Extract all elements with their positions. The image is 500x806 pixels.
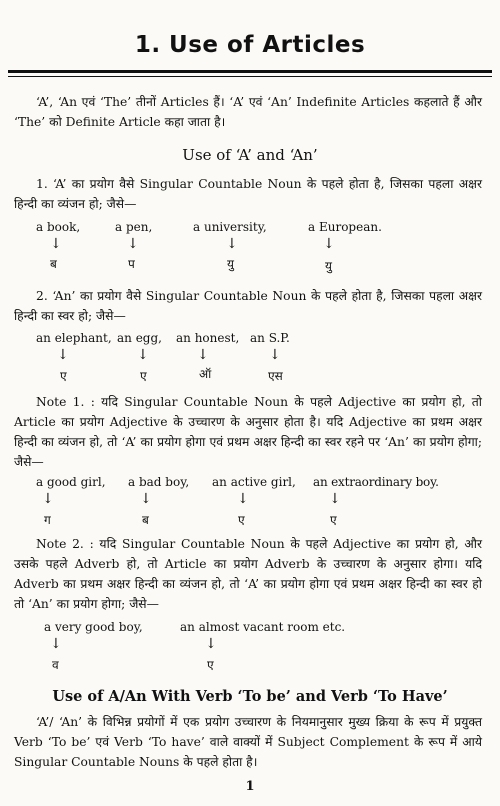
down-arrow-icon: ↓ [50,636,62,652]
example-phrase: a book, [36,220,81,234]
hindi-letter: व [52,658,59,672]
example-phrase: a university, [193,220,267,234]
rule-1-paragraph: 1. ‘A’ का प्रयोग वैसे Singular Countable Noun के पहले होता है, जिसका पहला अक्षर हिन्दी का व्यंजन हो; जैसे— [14,177,482,211]
hindi-letter: एस [268,369,283,383]
title-rule-thick [8,70,492,73]
section-heading-a-an: Use of ‘A’ and ‘An’ [182,146,318,164]
note-2-paragraph: Note 2. : यदि Singular Countable Noun के पहले Adjective का प्रयोग हो, और उसके पहले Adverb हो, तो Article का प्रयोग Adverb के उच्चारण के अनुसार होगा। यदि Adverb का प्रथम अक्षर हिन्दी का व्यंजन हो, तो ‘A’ का प्रयोग होगा एवं प्रथम अक्षर हिन्दी का स्वर हो तो ‘An’ का प्रयोग होगा; जैसे— [14,537,482,611]
down-arrow-icon: ↓ [323,236,335,252]
example-phrase: a bad boy, [128,475,190,489]
example-phrase: a pen, [115,220,153,234]
rule-2-paragraph: 2. ‘An’ का प्रयोग वैसे Singular Countable Noun के पहले होता है, जिसका पहला अक्षर हिन्दी का स्वर हो; जैसे— [14,289,482,323]
example-phrase: a very good boy, [44,620,143,634]
hindi-letter: ए [207,658,214,672]
hindi-letter: ए [238,513,245,527]
example-phrase: a good girl, [36,475,106,489]
hindi-letter: ए [140,369,147,383]
hindi-letter: ए [60,369,67,383]
closing-paragraph: ‘A’/ ‘An’ के विभिन्न प्रयोगों में एक प्रयोग उच्चारण के नियमानुसार मुख्य क्रिया के रूप में प्रयुक्त Verb ‘To be’ एवं Verb ‘To have’ वाले वाक्यों में Subject Complement के रूप में आये Singular Countable Nouns के पहले होता है। [14,715,482,769]
note-1-paragraph: Note 1. : यदि Singular Countable Noun के पहले Adjective का प्रयोग हो, तो Article का प्रयोग Adjective के उच्चारण के अनुसार होता है। यदि Adjective का प्रथम अक्षर हिन्दी का व्यंजन हो, तो ‘A’ का प्रयोग होगा एवं प्रथम अक्षर हिन्दी का स्वर रहने पर ‘An’ का प्रयोग होगा; जैसे— [14,395,482,469]
example-phrase: an extraordinary boy. [313,475,439,489]
page-number: 1 [245,779,255,794]
down-arrow-icon: ↓ [42,491,54,507]
hindi-letter: ब [50,257,57,271]
down-arrow-icon: ↓ [237,491,249,507]
down-arrow-icon: ↓ [226,236,238,252]
down-arrow-icon: ↓ [205,636,217,652]
section-heading-verbs: Use of A/An With Verb ‘To be’ and Verb ‘To Have’ [52,688,448,705]
hindi-letter: यु [325,259,332,273]
down-arrow-icon: ↓ [137,347,149,363]
example-phrase: an honest, [176,331,240,345]
down-arrow-icon: ↓ [50,236,62,252]
hindi-letter: ऑ [199,367,212,381]
down-arrow-icon: ↓ [57,347,69,363]
down-arrow-icon: ↓ [197,347,209,363]
down-arrow-icon: ↓ [140,491,152,507]
down-arrow-icon: ↓ [269,347,281,363]
example-phrase: an active girl, [212,475,296,489]
example-phrase: an elephant, [36,331,112,345]
hindi-letter: ब [142,513,149,527]
down-arrow-icon: ↓ [329,491,341,507]
example-phrase: a European. [308,220,382,234]
chapter-title: 1. Use of Articles [134,32,366,58]
example-phrase: an almost vacant room etc. [180,620,346,634]
down-arrow-icon: ↓ [127,236,139,252]
hindi-letter: ए [330,513,337,527]
example-phrase: an egg, [117,331,162,345]
hindi-letter: ग [44,513,51,527]
hindi-letter: प [128,257,135,271]
hindi-letter: यु [227,257,234,271]
intro-paragraph: ‘A’, ‘An एवं ‘The’ तीनों Articles हैं। ‘A’ एवं ‘An’ Indefinite Articles कहलाते हैं और ‘The’ को Definite Article कहा जाता है। [14,95,482,129]
example-phrase: an S.P. [250,331,290,345]
title-rule-thin [8,76,492,77]
